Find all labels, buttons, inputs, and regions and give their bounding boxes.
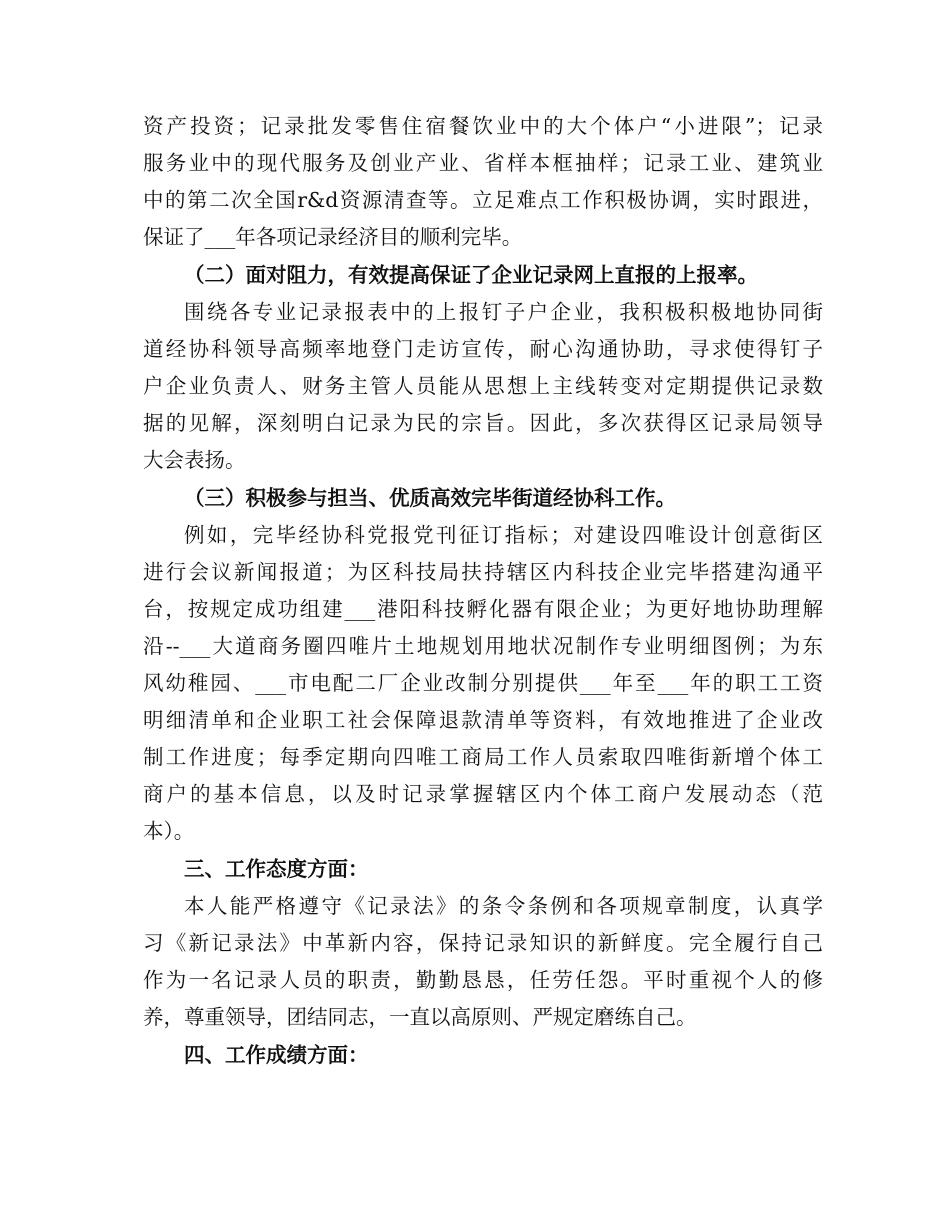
text-line: 中的第二次全国r&d资源清查等。立足难点工作积极协调，实时跟进， bbox=[143, 188, 823, 212]
section-heading: 三、工作态度方面： bbox=[184, 857, 369, 881]
text-line: 户企业负责人、财务主管人员能从思想上主线转变对定期提供记录数 bbox=[143, 374, 823, 398]
text-line: 资产投资；记录批发零售住宿餐饮业中的大个体户“小进限”；记录 bbox=[143, 114, 823, 138]
text-line: 商户的基本信息，以及时记录掌握辖区内个体工商户发展动态（范 bbox=[143, 782, 823, 806]
paragraph-first-line: 围绕各专业记录报表中的上报钉子户企业，我积极积极地协同街 bbox=[184, 300, 823, 324]
section-heading: 四、工作成绩方面： bbox=[184, 1043, 369, 1067]
text-line: 道经协科领导高频率地登门走访宣传，耐心沟通协助，寻求使得钉子 bbox=[143, 337, 823, 361]
text-line: 服务业中的现代服务及创业产业、省样本框抽样；记录工业、建筑业 bbox=[143, 151, 823, 175]
paragraph-first-line: 本人能严格遵守《记录法》的条令条例和各项规章制度，认真学 bbox=[184, 894, 823, 918]
text-line: 保证了___年各项记录经济目的顺利完毕。 bbox=[143, 225, 523, 249]
text-line: 制工作进度；每季定期向四唯工商局工作人员索取四唯街新增个体工 bbox=[143, 745, 823, 769]
section-heading: （二）面对阻力，有效提高保证了企业记录网上直报的上报率。 bbox=[184, 263, 758, 287]
text-line: 风幼稚园、___市电配二厂企业改制分别提供___年至___年的职工工资 bbox=[143, 671, 823, 695]
section-heading: （三）积极参与担当、优质高效完毕街道经协科工作。 bbox=[184, 486, 676, 510]
paragraph-first-line: 例如，完毕经协科党报党刊征订指标；对建设四唯设计创意街区 bbox=[184, 523, 823, 547]
text-line: 沿--___大道商务圈四唯片土地规划用地状况制作专业明细图例；为东 bbox=[143, 634, 823, 658]
text-line: 大会表扬。 bbox=[143, 448, 246, 472]
text-line: 据的见解，深刻明白记录为民的宗旨。因此，多次获得区记录局领导 bbox=[143, 411, 823, 435]
text-line: 明细清单和企业职工社会保障退款清单等资料，有效地推进了企业改 bbox=[143, 708, 823, 732]
text-line: 作为一名记录人员的职责，勤勤恳恳，任劳任怨。平时重视个人的修 bbox=[143, 968, 823, 992]
text-line: 养，尊重领导，团结同志，一直以高原则、严规定磨练自己。 bbox=[143, 1005, 697, 1029]
text-line: 进行会议新闻报道；为区科技局扶持辖区内科技企业完毕搭建沟通平 bbox=[143, 560, 823, 584]
text-line: 台，按规定成功组建___港阳科技孵化器有限企业；为更好地协助理解 bbox=[143, 597, 823, 621]
text-line: 本）。 bbox=[143, 819, 195, 843]
text-line: 习《新记录法》中革新内容，保持记录知识的新鲜度。完全履行自己 bbox=[143, 931, 823, 955]
